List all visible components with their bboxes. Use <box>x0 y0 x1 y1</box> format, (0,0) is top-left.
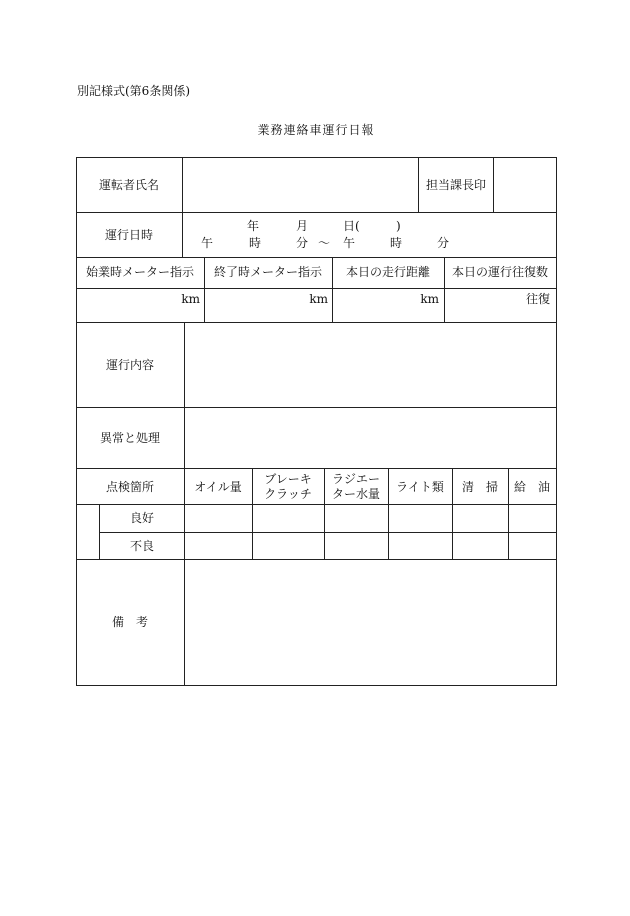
time-minute-end: 分 <box>437 236 450 250</box>
inspect-clean-header: 清 掃 <box>461 480 499 494</box>
inspect-brake-header: ブレーキ クラッチ <box>264 472 312 501</box>
check-lights-bad[interactable] <box>389 533 452 559</box>
meter-end-header: 終了時メーター指示 <box>213 265 323 279</box>
distance-unit: km <box>420 292 439 306</box>
time-minute-start: 分 <box>296 236 309 250</box>
distance-field[interactable] <box>333 289 444 322</box>
round-trips-field[interactable] <box>445 289 556 322</box>
meter-start-unit: km <box>181 292 200 306</box>
remarks-label: 備 考 <box>111 615 149 629</box>
time-tilde: 〜 <box>318 236 331 250</box>
abnormal-field[interactable] <box>185 408 556 468</box>
date-day: 日( <box>343 219 360 233</box>
check-lights-good[interactable] <box>389 505 452 532</box>
check-fuel-good[interactable] <box>509 505 556 532</box>
annex-label: 別記様式(第6条関係) <box>77 84 190 98</box>
check-radiator-good[interactable] <box>325 505 388 532</box>
round-trips-unit: 往復 <box>525 292 550 306</box>
driver-name-label: 運転者氏名 <box>98 178 160 192</box>
date-year: 年 <box>247 219 260 233</box>
time-hour-start: 時 <box>249 236 262 250</box>
inspect-row-good-label: 良好 <box>129 511 155 525</box>
time-ampm-end: 午 <box>343 236 356 250</box>
date-close: ) <box>396 219 401 233</box>
meter-start-header: 始業時メーター指示 <box>85 265 195 279</box>
time-ampm-start: 午 <box>201 236 214 250</box>
inspect-fuel-header: 給 油 <box>513 480 551 494</box>
run-content-label: 運行内容 <box>105 358 155 372</box>
remarks-field[interactable] <box>185 560 556 685</box>
check-clean-good[interactable] <box>453 505 508 532</box>
inspect-lights-header: ライト類 <box>396 480 444 494</box>
chief-seal-field[interactable] <box>494 158 556 212</box>
check-brake-bad[interactable] <box>253 533 324 559</box>
inspect-oil-header: オイル量 <box>194 480 242 494</box>
check-oil-good[interactable] <box>185 505 252 532</box>
round-trips-header: 本日の運行往復数 <box>451 265 549 279</box>
date-month: 月 <box>296 219 309 233</box>
meter-end-field[interactable] <box>205 289 332 322</box>
abnormal-label: 異常と処理 <box>99 431 161 445</box>
check-radiator-bad[interactable] <box>325 533 388 559</box>
chief-seal-label: 担当課長印 <box>425 178 487 192</box>
run-content-field[interactable] <box>185 323 556 407</box>
time-hour-end: 時 <box>390 236 403 250</box>
check-clean-bad[interactable] <box>453 533 508 559</box>
meter-start-field[interactable] <box>77 289 204 322</box>
check-brake-good[interactable] <box>253 505 324 532</box>
driver-name-field[interactable] <box>183 158 418 212</box>
run-datetime-label: 運行日時 <box>104 228 154 242</box>
meter-end-unit: km <box>309 292 328 306</box>
check-oil-bad[interactable] <box>185 533 252 559</box>
inspect-row-bad-label: 不良 <box>129 539 155 553</box>
distance-header: 本日の走行距離 <box>345 265 431 279</box>
check-fuel-bad[interactable] <box>509 533 556 559</box>
inspect-radiator-header: ラジエー ター水量 <box>331 472 381 501</box>
form-title: 業務連絡車運行日報 <box>257 123 375 137</box>
inspection-label: 点検箇所 <box>105 480 155 494</box>
